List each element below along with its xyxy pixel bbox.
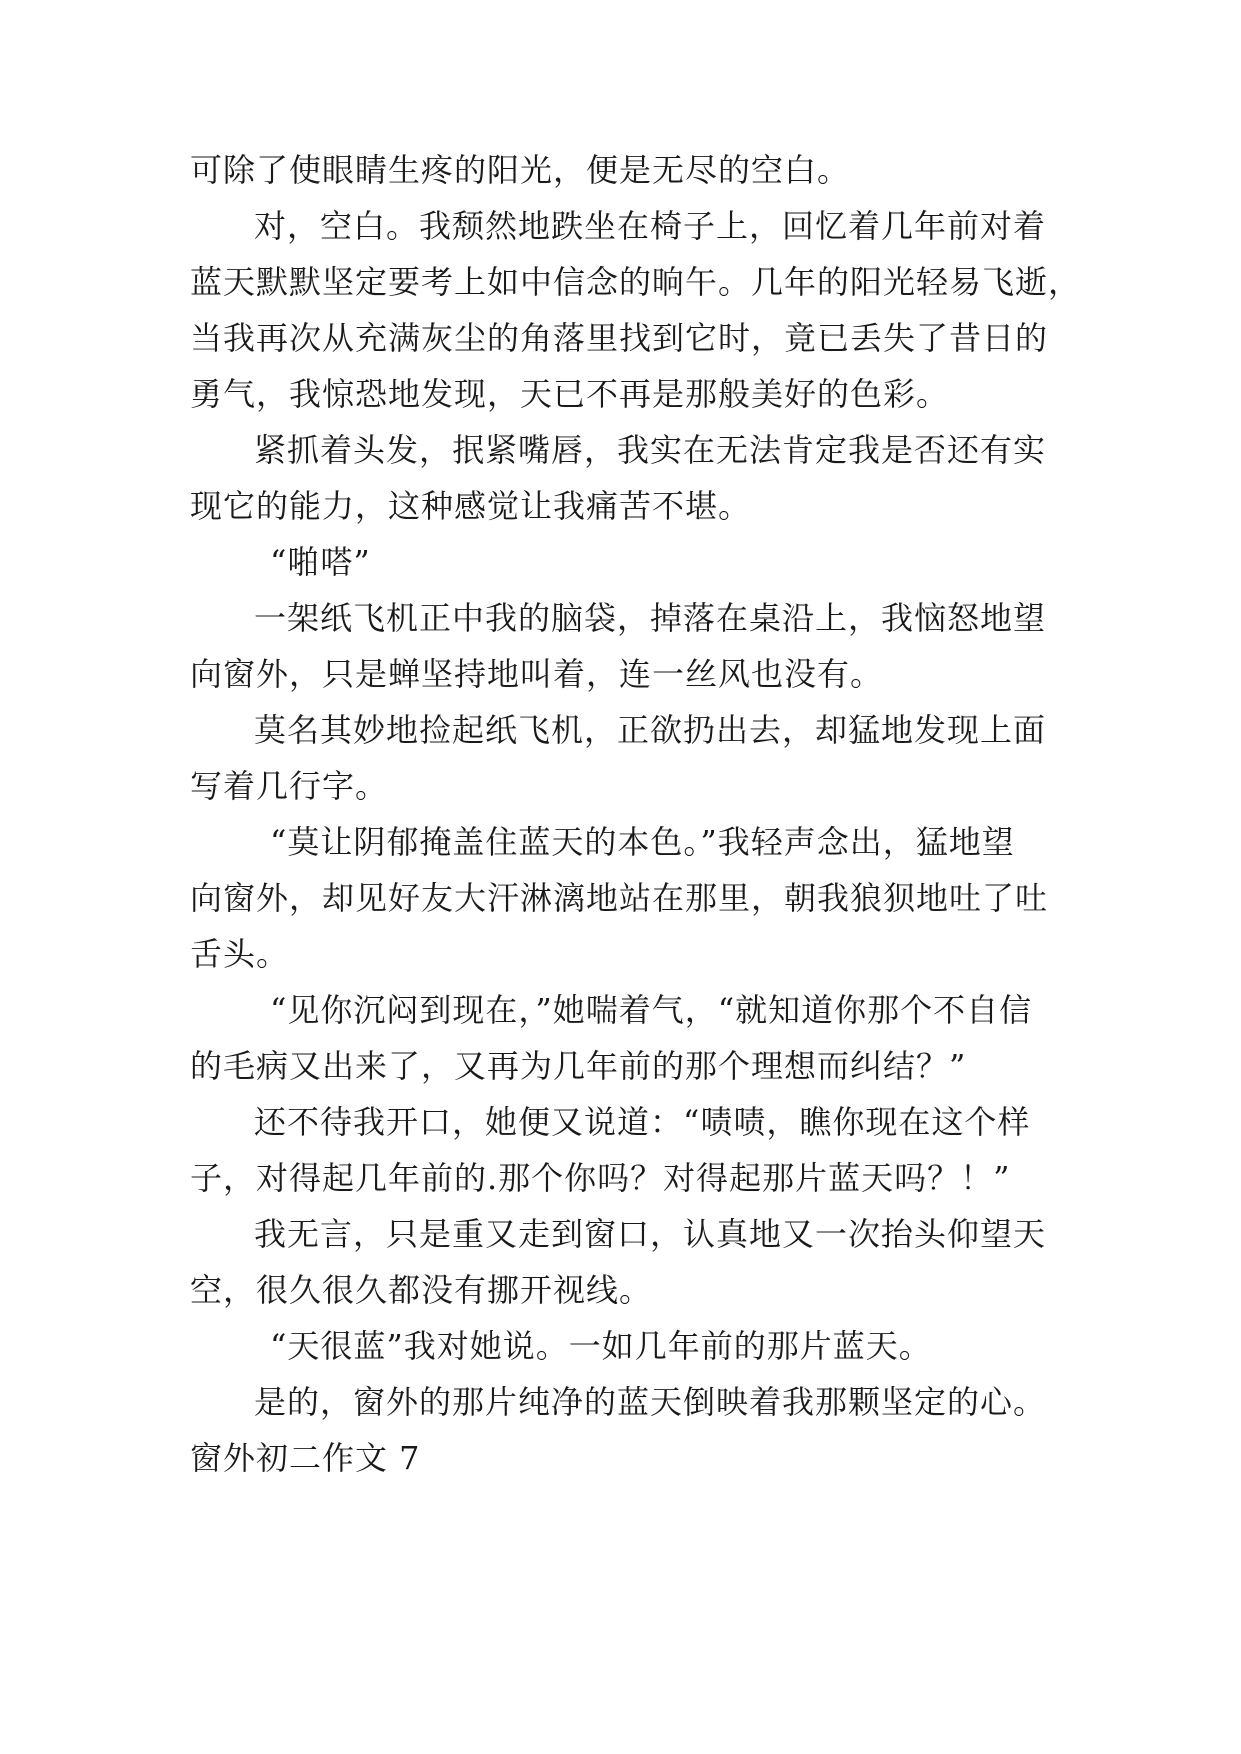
- paragraph-start: 我无言，只是重又走到窗口，认真地又一次抬头仰望天: [254, 1215, 1047, 1253]
- text-line: 空，很久很久都没有挪开视线。: [190, 1271, 653, 1309]
- paragraph-start: 一架纸飞机正中我的脑袋，掉落在桌沿上，我恼怒地望: [254, 599, 1047, 637]
- text-line: 现它的能力，这种感觉让我痛苦不堪。: [190, 487, 752, 525]
- text-line: 可除了使眼睛生疼的阳光，便是无尽的空白。: [190, 151, 851, 189]
- text-line: 向窗外，只是蝉坚持地叫着，连一丝风也没有。: [190, 655, 884, 693]
- text-line: 舌头。: [190, 935, 290, 973]
- paragraph-start: “天很蓝”我对她说。一如几年前的那片蓝天。: [270, 1327, 932, 1365]
- paragraph-start: 莫名其妙地捡起纸飞机，正欲扔出去，却猛地发现上面: [254, 711, 1047, 749]
- paragraph-start: 是的，窗外的那片纯净的蓝天倒映着我那颗坚定的心。: [254, 1383, 1047, 1421]
- text-line: 写着几行字。: [190, 767, 389, 805]
- text-line: 向窗外，却见好友大汗淋漓地站在那里，朝我狼狈地吐了吐: [190, 879, 1049, 917]
- text-line: 的毛病又出来了，又再为几年前的那个理想而纠结？”: [190, 1047, 967, 1085]
- section-heading: 窗外初二作文 7: [190, 1439, 421, 1477]
- paragraph-start: “莫让阴郁掩盖住蓝天的本色。”我轻声念出，猛地望: [270, 823, 1015, 861]
- paragraph-start: “啪嗒”: [270, 543, 371, 581]
- text-line: 蓝天默默坚定要考上如中信念的晌午。几年的阳光轻易飞逝，: [190, 263, 1082, 301]
- text-line: 当我再次从充满灰尘的角落里找到它时，竟已丢失了昔日的: [190, 319, 1049, 357]
- paragraph-start: “见你沉闷到现在，”她喘着气，“就知道你那个不自信: [270, 991, 1033, 1029]
- paragraph-start: 对，空白。我颓然地跌坐在椅子上，回忆着几年前对着: [254, 207, 1047, 245]
- paragraph-start: 还不待我开口，她便又说道：“啧啧，瞧你现在这个样: [254, 1103, 1031, 1141]
- text-line: 子，对得起几年前的.那个你吗？对得起那片蓝天吗？！”: [190, 1159, 1011, 1197]
- paragraph-start: 紧抓着头发，抿紧嘴唇，我实在无法肯定我是否还有实: [254, 431, 1047, 469]
- text-line: 勇气，我惊恐地发现，天已不再是那般美好的色彩。: [190, 375, 950, 413]
